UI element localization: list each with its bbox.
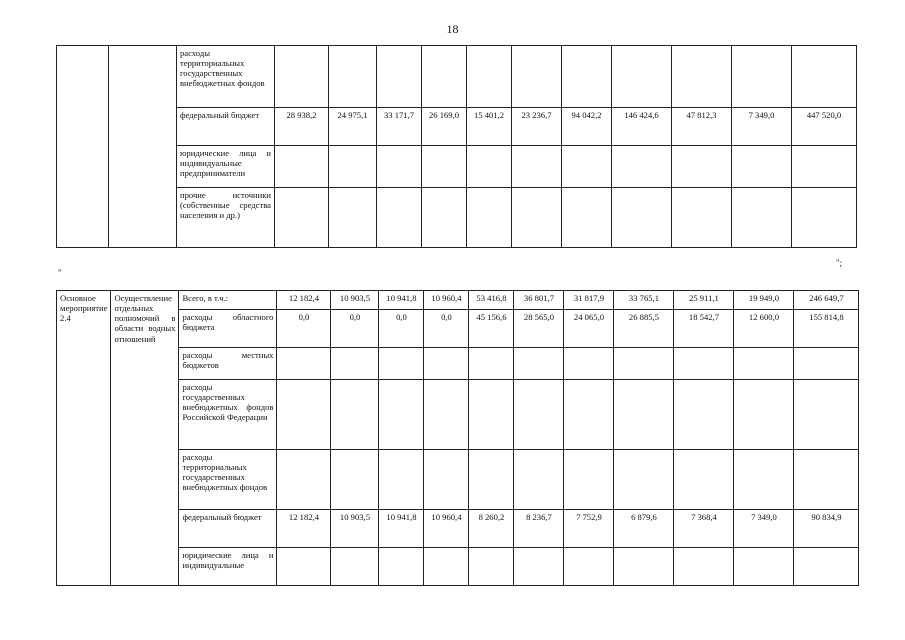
value-cell: 28 565,0 <box>514 310 564 348</box>
budget-table-continuation <box>56 45 857 248</box>
value-cell: 7 752,9 <box>564 510 614 548</box>
value-cell: 26 169,0 <box>422 108 467 146</box>
value-cell <box>564 380 614 450</box>
value-cell <box>469 450 514 510</box>
value-cell <box>734 348 794 380</box>
page-number: 18 <box>446 22 459 36</box>
value-cell: 33 765,1 <box>614 291 674 310</box>
value-cell: 246 649,7 <box>794 291 859 310</box>
value-cell <box>514 348 564 380</box>
value-cell: 15 401,2 <box>467 108 512 146</box>
value-cell: 24 975,1 <box>329 108 377 146</box>
funding-source-label: прочие источники (собственные средства населения и др.) <box>177 188 275 248</box>
value-cell <box>512 188 562 248</box>
value-cell: 10 941,8 <box>379 510 424 548</box>
funding-source-label: Всего, в т.ч.: <box>179 291 277 310</box>
value-cell <box>275 188 329 248</box>
value-cell <box>377 46 422 108</box>
value-cell <box>734 548 794 586</box>
value-cell <box>469 348 514 380</box>
value-cell <box>512 146 562 188</box>
value-cell <box>794 348 859 380</box>
value-cell: 0,0 <box>331 310 379 348</box>
value-cell <box>331 548 379 586</box>
value-cell <box>562 46 612 108</box>
value-cell <box>331 380 379 450</box>
value-cell: 23 236,7 <box>512 108 562 146</box>
value-cell <box>614 348 674 380</box>
value-cell <box>467 188 512 248</box>
value-cell <box>467 146 512 188</box>
value-cell <box>377 146 422 188</box>
value-cell <box>467 46 512 108</box>
value-cell <box>564 450 614 510</box>
value-cell: 0,0 <box>424 310 469 348</box>
value-cell <box>672 46 732 108</box>
value-cell: 0,0 <box>277 310 331 348</box>
value-cell <box>514 548 564 586</box>
value-cell <box>564 348 614 380</box>
value-cell <box>734 380 794 450</box>
value-cell <box>424 548 469 586</box>
value-cell <box>424 380 469 450</box>
value-cell <box>614 450 674 510</box>
value-cell <box>424 450 469 510</box>
value-cell <box>422 146 467 188</box>
value-cell <box>379 548 424 586</box>
value-cell: 28 938,2 <box>275 108 329 146</box>
value-cell: 0,0 <box>379 310 424 348</box>
value-cell: 8 260,2 <box>469 510 514 548</box>
value-cell: 8 236,7 <box>514 510 564 548</box>
value-cell <box>514 450 564 510</box>
value-cell <box>277 348 331 380</box>
value-cell <box>732 146 792 188</box>
value-cell: 36 801,7 <box>514 291 564 310</box>
funding-source-label: расходы местных бюджетов <box>179 348 277 380</box>
budget-table-measure-2-4 <box>56 290 859 586</box>
value-cell <box>794 548 859 586</box>
funding-source-label: федеральный бюджет <box>179 510 277 548</box>
table-row <box>57 146 857 188</box>
value-cell: 10 941,8 <box>379 291 424 310</box>
value-cell <box>377 188 422 248</box>
funding-source-label: расходы областного бюджета <box>179 310 277 348</box>
value-cell <box>612 46 672 108</box>
funding-source-label: расходы территориальных государственных внебюджетных фондов <box>177 46 275 108</box>
value-cell <box>674 380 734 450</box>
value-cell <box>732 188 792 248</box>
value-cell: 6 879,6 <box>614 510 674 548</box>
value-cell: 7 368,4 <box>674 510 734 548</box>
value-cell: 31 817,9 <box>564 291 614 310</box>
funding-source-label: расходы территориальных государственных внебюджетных фондов <box>179 450 277 510</box>
value-cell <box>792 188 857 248</box>
value-cell: 155 814,8 <box>794 310 859 348</box>
value-cell: 26 885,5 <box>614 310 674 348</box>
value-cell <box>672 146 732 188</box>
description-cell <box>109 46 177 248</box>
value-cell: 10 960,4 <box>424 291 469 310</box>
value-cell <box>277 380 331 450</box>
value-cell: 10 903,5 <box>331 291 379 310</box>
table-row <box>57 46 857 108</box>
measure-name-cell: Основное мероприятие 2.4 <box>57 291 111 586</box>
value-cell <box>562 188 612 248</box>
value-cell: 12 182,4 <box>277 510 331 548</box>
value-cell: 12 182,4 <box>277 291 331 310</box>
value-cell <box>422 188 467 248</box>
value-cell: 47 812,3 <box>672 108 732 146</box>
measure-cell <box>57 46 109 248</box>
value-cell <box>277 450 331 510</box>
value-cell <box>794 380 859 450</box>
value-cell: 7 349,0 <box>732 108 792 146</box>
value-cell <box>794 450 859 510</box>
funding-source-label: расходы государственных внебюджетных фондов Российской Федерации <box>179 380 277 450</box>
value-cell <box>469 548 514 586</box>
value-cell: 45 156,6 <box>469 310 514 348</box>
table-row <box>57 188 857 248</box>
funding-source-label: юридические лица и индивидуальные <box>179 548 277 586</box>
value-cell <box>732 46 792 108</box>
value-cell <box>612 146 672 188</box>
value-cell: 94 042,2 <box>562 108 612 146</box>
value-cell <box>331 450 379 510</box>
funding-source-label: юридические лица и индивидуальные предприниматели <box>177 146 275 188</box>
value-cell: 90 834,9 <box>794 510 859 548</box>
value-cell <box>424 348 469 380</box>
value-cell <box>379 348 424 380</box>
value-cell <box>331 348 379 380</box>
value-cell <box>674 548 734 586</box>
value-cell <box>674 348 734 380</box>
table-row <box>57 108 857 146</box>
closing-quote-mark: "; <box>836 258 843 268</box>
value-cell <box>422 46 467 108</box>
value-cell: 12 600,0 <box>734 310 794 348</box>
value-cell <box>614 548 674 586</box>
value-cell <box>329 146 377 188</box>
value-cell: 10 903,5 <box>331 510 379 548</box>
value-cell <box>514 380 564 450</box>
measure-description-cell: Осуществление отдельных полномочий в области водных отношений <box>111 291 179 586</box>
value-cell <box>512 46 562 108</box>
value-cell <box>672 188 732 248</box>
value-cell <box>379 380 424 450</box>
value-cell <box>329 46 377 108</box>
value-cell <box>562 146 612 188</box>
opening-quote-mark: " <box>58 268 62 278</box>
value-cell <box>792 146 857 188</box>
value-cell <box>275 46 329 108</box>
funding-source-label: федеральный бюджет <box>177 108 275 146</box>
value-cell: 33 171,7 <box>377 108 422 146</box>
table-row <box>57 291 859 310</box>
value-cell: 7 349,0 <box>734 510 794 548</box>
value-cell: 18 542,7 <box>674 310 734 348</box>
value-cell <box>329 188 377 248</box>
value-cell <box>564 548 614 586</box>
value-cell: 447 520,0 <box>792 108 857 146</box>
value-cell <box>734 450 794 510</box>
value-cell: 24 065,0 <box>564 310 614 348</box>
value-cell <box>674 450 734 510</box>
value-cell <box>792 46 857 108</box>
value-cell <box>612 188 672 248</box>
value-cell <box>275 146 329 188</box>
value-cell: 10 960,4 <box>424 510 469 548</box>
value-cell <box>469 380 514 450</box>
value-cell: 19 949,0 <box>734 291 794 310</box>
value-cell <box>379 450 424 510</box>
value-cell: 146 424,6 <box>612 108 672 146</box>
value-cell: 25 911,1 <box>674 291 734 310</box>
value-cell: 53 416,8 <box>469 291 514 310</box>
value-cell <box>614 380 674 450</box>
value-cell <box>277 548 331 586</box>
